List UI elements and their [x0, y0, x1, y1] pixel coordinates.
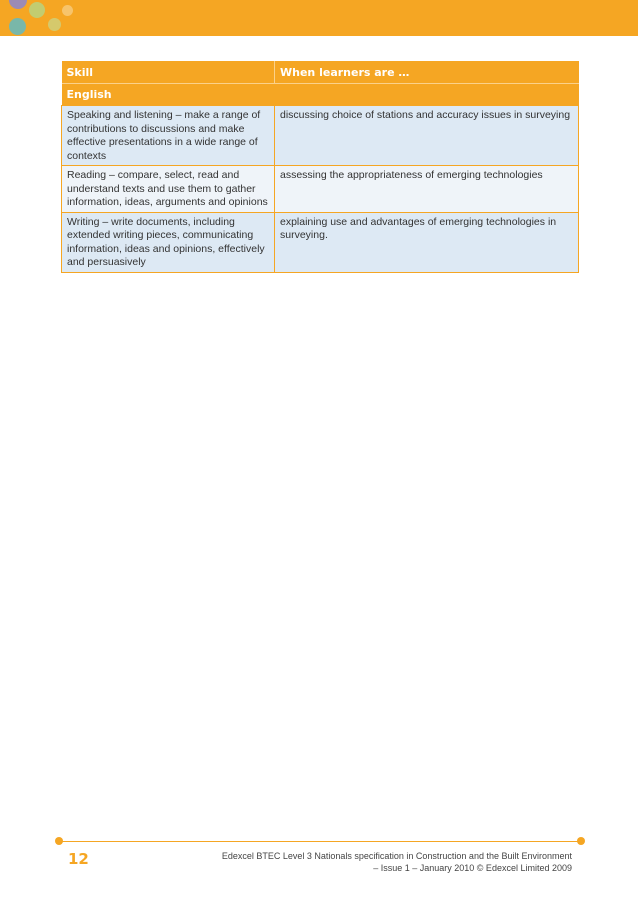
when-cell: assessing the appropriateness of emerging technologies	[275, 166, 579, 213]
when-cell: explaining use and advantages of emerging technologies in surveying.	[275, 212, 579, 272]
footer-line-1: Edexcel BTEC Level 3 Nationals specification in Construction and the Built Environment	[221, 851, 572, 861]
decorative-circle-icon	[29, 2, 45, 18]
decorative-circle-icon	[48, 18, 61, 31]
footer-dot-icon	[55, 837, 63, 845]
decorative-circle-icon	[9, 0, 27, 9]
header-band	[0, 0, 638, 36]
decorative-circle-icon	[62, 5, 73, 16]
section-row	[62, 84, 579, 106]
table-row	[62, 106, 579, 166]
footer-divider	[59, 841, 581, 842]
page-number: 12	[68, 850, 89, 868]
skill-cell: Speaking and listening – make a range of contributions to discussions and make effective presentations in a wide range of contexts	[62, 106, 275, 166]
when-cell: discussing choice of stations and accuracy issues in surveying	[275, 106, 579, 166]
skill-cell: Writing – write documents, including extended writing pieces, communicating information, ideas and opinions, effectively and persuasively	[62, 212, 275, 272]
decorative-circle-icon	[9, 18, 26, 35]
table-row	[62, 212, 579, 272]
skill-cell: Reading – compare, select, read and understand texts and use them to gather information, ideas, arguments and opinions	[62, 166, 275, 213]
footer-citation	[212, 850, 572, 874]
section-title: English	[62, 84, 579, 106]
footer-dot-icon	[577, 837, 585, 845]
column-header-skill: Skill	[62, 61, 275, 84]
footer-line-2: – Issue 1 – January 2010 © Edexcel Limited 2009	[373, 863, 572, 873]
skills-table	[61, 61, 579, 273]
table-header-row	[62, 61, 579, 84]
table-row	[62, 166, 579, 213]
column-header-when: When learners are …	[275, 61, 579, 84]
